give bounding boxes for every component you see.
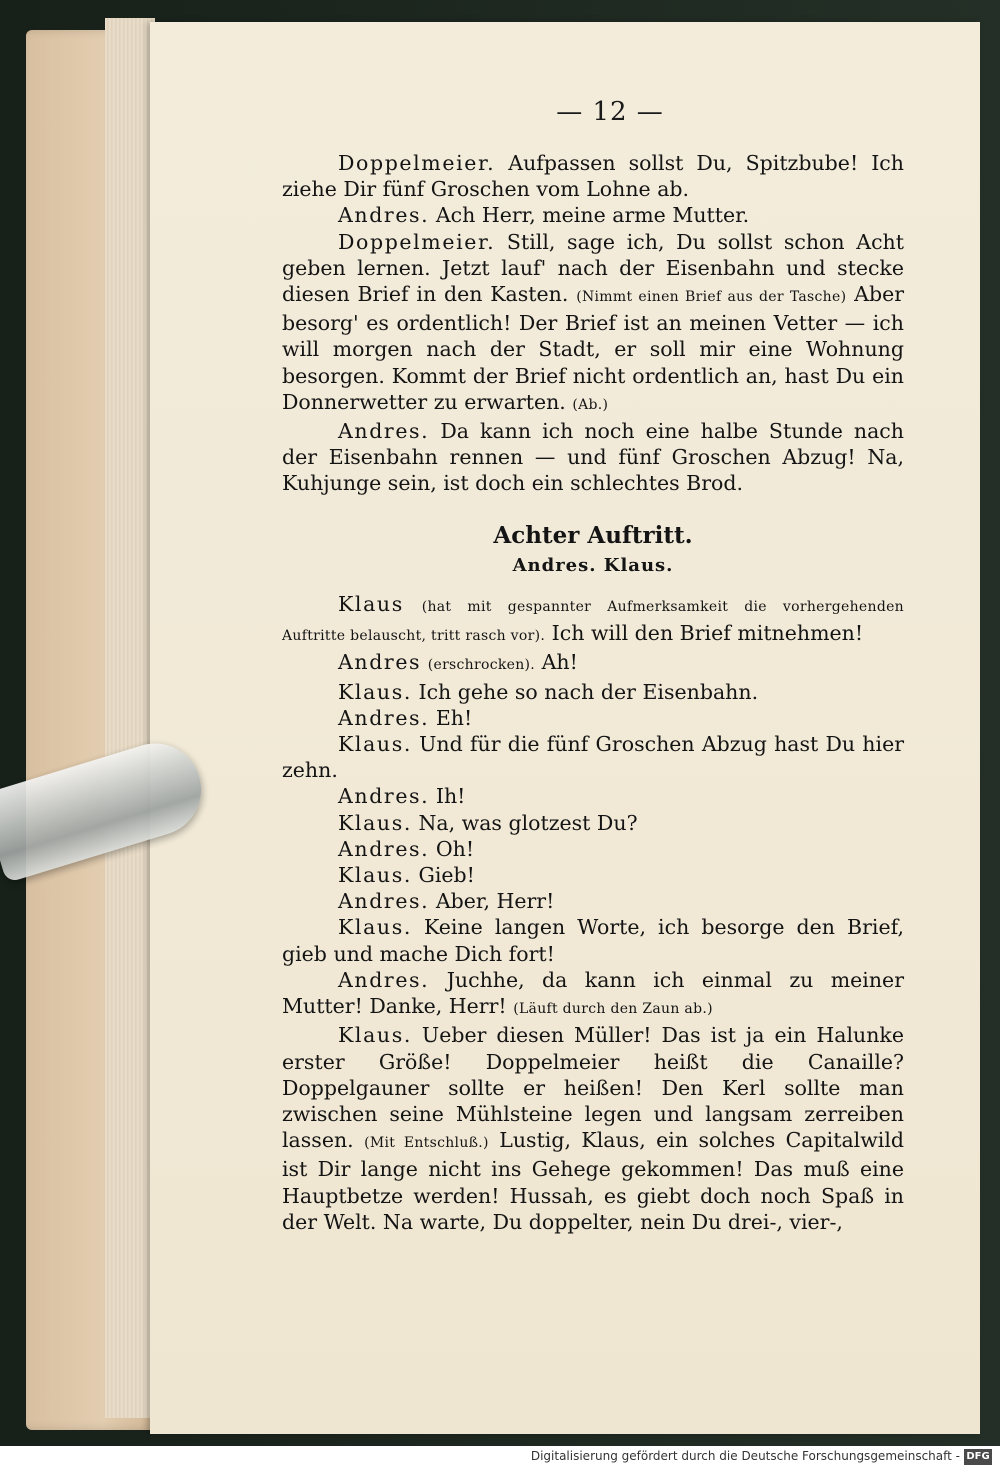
dfg-logo-icon: DFG [964,1449,992,1465]
dialogue-paragraph [282,679,904,705]
speaker-name: Doppelmeier. [338,151,496,175]
dialogue-text: Ich will den Brief mitnehmen! [551,621,864,646]
dialogue-paragraph [282,862,904,888]
speaker-name: Andres. [338,967,430,992]
page-text [282,150,904,1235]
dialogue-text: Oh! [435,836,475,861]
dialogue-text: Na, was glotzest Du? [418,810,638,835]
scene-persons: Andres. Klaus. [512,554,674,576]
stage-direction: (Mit Entschluß.) [364,1135,489,1152]
stage-direction: (Nimmt einen Brief aus der Tasche) [576,289,847,306]
dialogue-paragraph [282,591,904,649]
speaker-name: Andres. [338,705,430,730]
dialogue-text: Eh! [435,705,473,730]
footer-bar [0,1446,1000,1469]
dialogue-text: Ueber diesen Müller! Das ist ja ein Halunke erster Größe! Doppelmeier heißt die Canaille? Doppelgauner sollte er heißen! Den Kerl sollte man zwischen seine Mühlsteine legen und langsam zerreiben lassen. [282,1023,904,1153]
dialogue-text: Still, sage ich, Du sollst schon Acht geben lernen. Jetzt lauf' nach der Eisenbahn und stecke diesen Brief in den Kasten. [282,229,904,307]
stage-direction: (Läuft durch den Zaun ab.) [513,1001,713,1018]
dialogue-text: Aber, Herr! [435,889,555,914]
dialogue-paragraph [282,836,904,862]
stage-direction: (Ab.) [572,396,609,413]
speaker-name: Andres. [338,784,430,809]
stage-direction: (erschrocken). [427,657,536,674]
dialogue-text: Keine langen Worte, ich besorge den Brief, gieb und mache Dich fort! [282,915,904,966]
dialogue-text: Ich gehe so nach der Eisenbahn. [418,679,759,704]
dialogue-paragraph [282,888,904,914]
dialogue-paragraph [282,914,904,966]
dialogue-text: Lustig, Klaus, ein solches Capitalwild ist Dir lange nicht ins Gehege gekommen! Das muß eine Hauptbetze werden! Hussah, es giebt doch noch Spaß in der Welt. Na warte, Du doppelter, nein Du drei-, vier-, [282,1128,905,1234]
dialogue-paragraph [282,150,904,202]
speaker-name: Klaus. [338,810,412,835]
speaker-name: Andres. [338,889,430,914]
stage-direction: (hat mit gespannter Aufmerksamkeit die vorhergehenden Auftritte belauscht, tritt rasch vor). [282,599,904,645]
scene-title: Achter Auftritt. [493,521,693,549]
dialogue-paragraph [282,731,904,783]
dialogue-text: Da kann ich noch eine halbe Stunde nach der Eisenbahn rennen — und fünf Groschen Abzug! Na, Kuhjunge sein, ist doch ein schlechtes Brod. [282,419,904,496]
funding-notice: Digitalisierung gefördert durch die Deutsche Forschungsgemeinschaft - [530,1449,960,1463]
dialogue-paragraph [282,418,904,497]
dialogue-text: Gieb! [418,863,475,888]
speaker-name: Klaus. [338,915,412,940]
dialogue-text: Ah! [541,650,578,675]
speaker-name: Andres. [338,203,430,228]
page-number: — 12 — [556,97,664,127]
speaker-name: Andres. [338,419,430,444]
dialogue-text: Und für die fünf Groschen Abzug hast Du hier zehn. [282,732,904,783]
dialogue-paragraph [282,649,904,678]
speaker-name: Klaus [338,592,404,617]
speaker-name: Andres. [338,836,430,861]
page-stack-edge [105,18,155,1418]
speaker-name: Klaus. [338,863,412,888]
dialogue-paragraph [282,705,904,731]
speaker-name: Klaus. [338,1023,412,1048]
dialogue-paragraph [282,229,904,418]
dialogue-paragraph [282,783,904,809]
dialogue-text: Ih! [435,784,466,809]
dialogue-text: Aufpassen sollst Du, Spitzbube! Ich ziehe Dir fünf Groschen vom Lohne ab. [282,151,904,202]
dialogue-paragraph [282,967,904,1022]
dialogue-paragraph [282,810,904,836]
dialogue-paragraph [282,1022,904,1235]
speaker-name: Andres [338,650,422,675]
dialogue-text: Juchhe, da kann ich einmal zu meiner Mutter! Danke, Herr! [282,967,904,1019]
book-page [150,22,980,1434]
dialogue-text: Aber besorg' es ordentlich! Der Brief ist an meinen Vetter — ich will morgen nach der Stadt, er soll mir eine Wohnung besorgen. Kommt der Brief nicht ordentlich an, hast Du ein Donnerwetter zu erwarten. [282,282,904,414]
dialogue-paragraph [282,202,904,228]
speaker-name: Klaus. [338,679,412,704]
speaker-name: Doppelmeier. [338,229,496,254]
speaker-name: Klaus. [338,732,412,757]
dialogue-text: Ach Herr, meine arme Mutter. [435,203,750,228]
